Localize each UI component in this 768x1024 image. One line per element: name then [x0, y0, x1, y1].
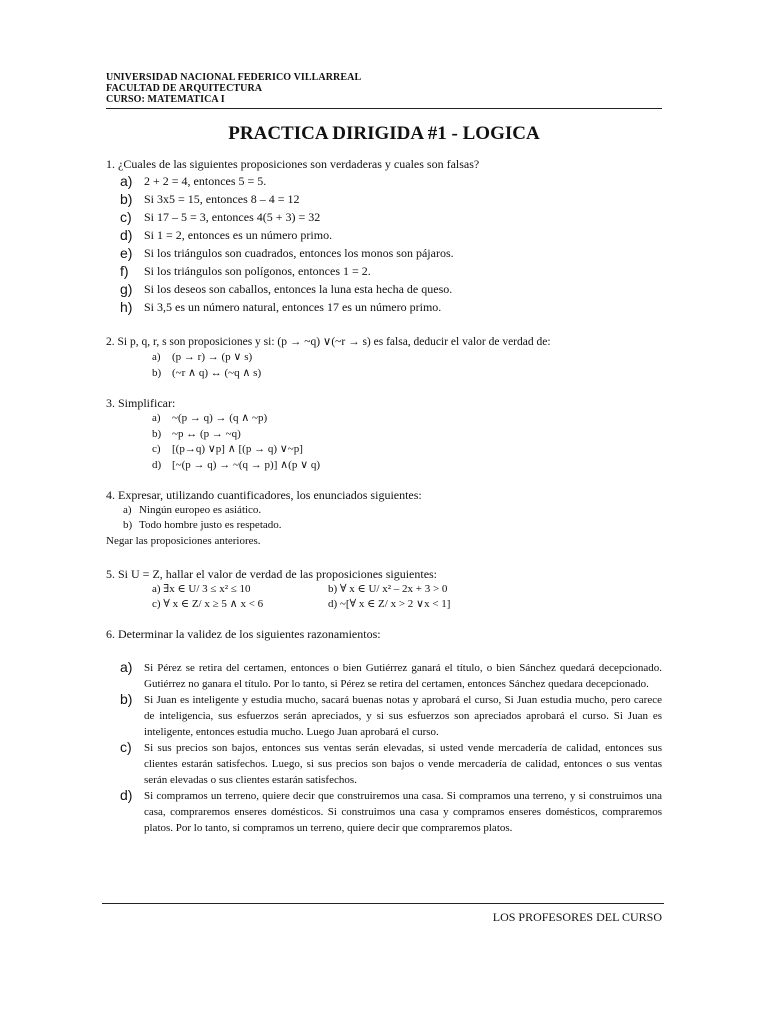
question-4-note: Negar las proposiciones anteriores.: [106, 535, 261, 547]
list-item: b) Todo hombre justo es respetado.: [123, 519, 282, 531]
list-item: d) [~(p → q) → ~(q → p)] ∧(p ∨ q): [152, 458, 321, 471]
list-item: d) Si 1 = 2, entonces es un número primo.: [120, 227, 333, 243]
list-item: b) ~p ↔ (p → ~q): [152, 427, 241, 440]
question-5-row-2: [106, 597, 662, 612]
list-item: g) Si los deseos son caballos, entonces la luna esta hecha de queso.: [120, 281, 453, 297]
list-item: d) Si compramos un terreno, quiere decir que construiremos una casa. Si compramos una terreno, y si construimos una casa, compraremos enseres domésticos. Si construimos una casa y compramos enseres domésticos, compraremos platos. Por lo tanto, si compramos un terreno, quiere decir que compraremos platos.: [120, 787, 662, 834]
question-1-list: [106, 172, 662, 316]
footer-rule: [102, 903, 664, 904]
list-item: f) Si los triángulos son polígonos, entonces 1 = 2.: [120, 263, 371, 279]
list-item: c) Si sus precios son bajos, entonces sus ventas serán elevadas, si usted vende mercadería de calidad, entonces sus clientes estarán satisfechos. Luego, si sus precios son bajos o vende mercadería de calidad, entonces o sus ventas serán elevadas o sus clientes estarán satisfechos.: [120, 739, 662, 786]
list-item: a) Si Pérez se retira del certamen, entonces o bien Gutiérrez ganará el título, o bien Sánchez quedará decepcionado. Gutiérrez no ganara el título. Por lo tanto, si Pérez se retira del certamen, entonces Sánchez quedara decepcionado.: [120, 659, 662, 690]
list-item: a) ~(p → q) → (q ∧ ~p): [152, 412, 268, 424]
question-5-c: c) ∀ x ∈ Z/ x ≥ 5 ∧ x < 6: [152, 598, 264, 610]
question-3: 3. Simplificar:: [106, 396, 176, 410]
list-item: b) Si 3x5 = 15, entonces 8 – 4 = 12: [120, 191, 300, 207]
faculty-name: FACULTAD DE ARQUITECTURA: [106, 83, 263, 94]
question-5-d: d) ~[∀ x ∈ Z/ x > 2 ∨x < 1]: [328, 598, 451, 610]
question-5-b: b) ∀ x ∈ U/ x² – 2x + 3 > 0: [328, 583, 448, 595]
university-name: UNIVERSIDAD NACIONAL FEDERICO VILLARREAL: [106, 72, 362, 83]
header-rule: [106, 108, 662, 109]
question-5: 5. Si U = Z, hallar el valor de verdad de las proposiciones siguientes:: [106, 567, 438, 581]
question-4: 4. Expresar, utilizando cuantificadores, los enunciados siguientes:: [106, 488, 422, 502]
course-name: CURSO: MATEMATICA I: [106, 94, 225, 105]
list-item: h) Si 3,5 es un número natural, entonces 17 es un número primo.: [120, 299, 442, 315]
list-item: b) Si Juan es inteligente y estudia mucho, sacará buenas notas y aprobará el curso, Si Juan estudia mucho, pero carece de inteligencia, sus esfuerzos serán apreciados, y si sus esfuerzos son apreciados aprobará el curso. Si Juan es inteligente, entonces estudia mucho. Luego Juan aprobará el curso.: [120, 691, 662, 738]
question-5-row-1: [106, 582, 662, 597]
question-1: 1. ¿Cuales de las siguientes proposiciones son verdaderas y cuales son falsas?: [106, 157, 480, 171]
question-2: 2. Si p, q, r, s son proposiciones y si: (p → ~q) ∨(~r → s) es falsa, deducir el valor de verdad de:: [106, 336, 551, 348]
list-item: a) Ningún europeo es asiático.: [123, 504, 262, 516]
list-item: a) 2 + 2 = 4, entonces 5 = 5.: [120, 173, 267, 189]
list-item: c) [(p→q) ∨p] ∧ [(p → q) ∨~p]: [152, 443, 303, 455]
question-6: 6. Determinar la validez de los siguientes razonamientos:: [106, 627, 381, 641]
question-5-a: a) ∃x ∈ U/ 3 ≤ x² ≤ 10: [152, 583, 251, 595]
page-title: PRACTICA DIRIGIDA #1 - LOGICA: [228, 123, 540, 144]
footer-signature: LOS PROFESORES DEL CURSO: [492, 910, 662, 924]
list-item: e) Si los triángulos son cuadrados, entonces los monos son pájaros.: [120, 245, 454, 261]
list-item: c) Si 17 – 5 = 3, entonces 4(5 + 3) = 32: [120, 209, 321, 225]
list-item: b) (~r ∧ q) ↔ (~q ∧ s): [152, 366, 262, 379]
list-item: a) (p → r) → (p ∨ s): [152, 351, 253, 363]
document-page: [106, 72, 662, 836]
